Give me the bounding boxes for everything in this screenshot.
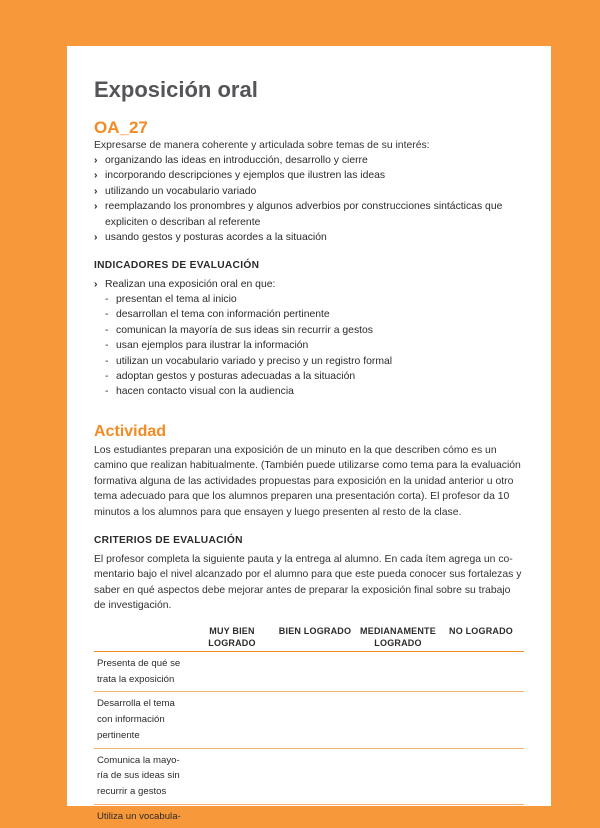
list-item: - adoptan gestos y posturas adecuadas a la situación — [105, 369, 525, 384]
table-row — [94, 692, 524, 748]
list-item: - presentan el tema al inicio — [105, 292, 525, 307]
indicators-heading: INDICADORES DE EVALUACIÓN — [94, 260, 260, 271]
list-item: - hacen contacto visual con la audiencia — [105, 384, 525, 399]
dash-icon: - — [105, 309, 109, 321]
chevron-right-icon: › — [94, 279, 98, 290]
column-header: MUY BIEN LOGRADO — [208, 626, 256, 648]
page-title: Exposición oral — [94, 77, 258, 102]
row-label: Utiliza un vocabula- — [97, 810, 181, 822]
list-item: › incorporando descripciones y ejemplos que ilustren las ideas — [94, 168, 524, 183]
indicators-list — [105, 292, 525, 400]
row-label: Presenta de qué se trata la exposición — [97, 658, 181, 685]
table-row — [94, 749, 524, 805]
chevron-right-icon: › — [94, 201, 98, 213]
column-header: MEDIANAMENTE LOGRADO — [360, 626, 436, 648]
criteria-heading: CRITERIOS DE EVALUACIÓN — [94, 535, 243, 546]
document-page — [67, 46, 551, 822]
activity-text: Los estudiantes preparan una exposición de un minuto en la que describen cómo es un camino que realizan habitualmente. (También puede utilizarse como tema para la evaluación formativa alguna de las actividades propuestas para exposición en la unidad anterior u otro tema adecuado para que los alumnos preparen una presentación corta). El profesor da 10 minutos a los alumnos para que ensayen y luego presenten al resto de la clase. — [94, 445, 521, 518]
dash-icon: - — [105, 355, 109, 367]
list-item: - comunican la mayoría de sus ideas sin recurrir a gestos — [105, 323, 525, 338]
dash-icon: - — [105, 386, 109, 398]
activity-title: Actividad — [94, 423, 167, 440]
table-row — [94, 652, 524, 692]
list-item: - desarrollan el tema con información pertinente — [105, 307, 525, 322]
evaluation-table — [94, 622, 524, 828]
table-header — [94, 622, 524, 652]
dash-icon: - — [105, 294, 109, 305]
dash-icon: - — [105, 324, 109, 336]
oa-code: OA_27 — [94, 118, 148, 137]
list-item: - utilizan un vocabulario variado y preciso y un registro formal — [105, 354, 525, 369]
list-item: › organizando las ideas en introducción, desarrollo y cierre — [94, 153, 524, 168]
oa-intro: Expresarse de manera coherente y articulada sobre temas de su interés: — [94, 140, 430, 151]
dash-icon: - — [105, 340, 109, 352]
chevron-right-icon: › — [94, 170, 98, 182]
column-header: BIEN LOGRADO — [278, 626, 352, 636]
dash-icon: - — [105, 371, 109, 383]
list-item: › utilizando un vocabulario variado — [94, 184, 524, 199]
list-item: - usan ejemplos para ilustrar la información — [105, 338, 525, 353]
table-row — [94, 805, 524, 828]
column-header: NO LOGRADO — [449, 626, 513, 636]
chevron-right-icon: › — [94, 232, 98, 244]
criteria-text: El profesor completa la siguiente pauta y la entrega al alumno. En cada ítem agrega un co- mentario bajo el nivel alcanzado por el alumno para que este pueda conocer sus fortalezas y saber en qué aspectos debe mejorar antes de preparar la exposición final sobre su trabajo de investigación. — [94, 554, 522, 612]
row-label: Desarrolla el tema con información pertinente — [97, 698, 175, 741]
chevron-right-icon: › — [94, 185, 98, 197]
oa-bullet-list — [94, 153, 524, 245]
list-item: › usando gestos y posturas acordes a la situación — [94, 230, 524, 245]
chevron-right-icon: › — [94, 155, 98, 166]
indicators-main: › Realizan una exposición oral en que: — [94, 277, 535, 292]
list-item: › reemplazando los pronombres y algunos adverbios por construcciones sintácticas que expliciten o describan al referente — [94, 201, 503, 228]
row-label: Comunica la mayo- ría de sus ideas sin recurrir a gestos — [97, 754, 180, 797]
